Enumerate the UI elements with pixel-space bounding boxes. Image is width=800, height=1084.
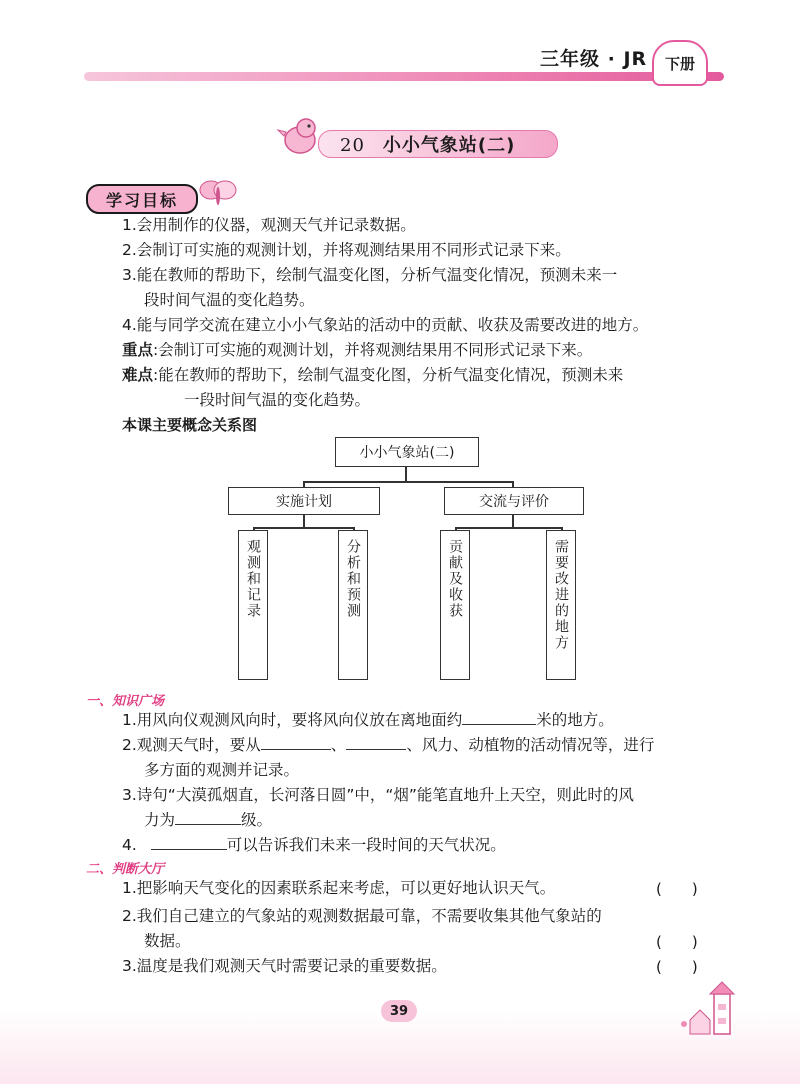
connector bbox=[455, 527, 562, 529]
dragon-mascot-icon bbox=[276, 112, 324, 158]
difficult-text-cont: 一段时间气温的变化趋势。 bbox=[184, 391, 371, 409]
q1-text: 1.用风向仪观测风向时，要将风向仪放在离地面约 bbox=[122, 711, 463, 729]
q4-number: 4. bbox=[122, 836, 137, 854]
goal-3: 3.能在教师的帮助下，绘制气温变化图，分析气温变化情况，预测未来一 bbox=[122, 266, 618, 284]
lighthouse-icon bbox=[680, 980, 750, 1038]
butterfly-icon bbox=[198, 176, 238, 210]
judgment-q2-cont: 数据。 bbox=[144, 932, 191, 950]
concept-branch-left: 实施计划 bbox=[228, 487, 380, 515]
lesson-title-text: 小小气象站(二) bbox=[382, 135, 516, 156]
concept-leaf-2: 分析和预测 bbox=[338, 530, 368, 680]
concept-leaf-1: 观测和记录 bbox=[238, 530, 268, 680]
difficult-text: :能在教师的帮助下，绘制气温变化图，分析气温变化情况，预测未来 bbox=[153, 366, 624, 384]
difficult-point bbox=[122, 363, 623, 387]
header-band bbox=[84, 72, 724, 81]
connector bbox=[253, 527, 354, 529]
knowledge-q2 bbox=[122, 733, 654, 757]
knowledge-q1 bbox=[122, 708, 614, 732]
knowledge-q3: 3.诗句“大漠孤烟直，长河落日圆”中，“烟”能笔直地升上天空，则此时的风 bbox=[122, 786, 634, 804]
section-heading-judgment: 二、判断大厅 bbox=[86, 862, 165, 877]
section-tag-goals: 学习目标 bbox=[86, 184, 198, 214]
volume-badge: 下册 bbox=[652, 40, 708, 86]
q4-text: 可以告诉我们未来一段时间的天气状况。 bbox=[226, 836, 506, 854]
key-text: :会制订可实施的观测计划，并将观测结果用不同形式记录下来。 bbox=[153, 341, 593, 359]
q2-text: 2.观测天气时，要从 bbox=[122, 736, 261, 754]
knowledge-q4 bbox=[122, 833, 506, 857]
knowledge-q3-cont bbox=[144, 808, 272, 832]
concept-leaf-4: 需要改进的地方 bbox=[546, 530, 576, 680]
q3-text: 力为 bbox=[144, 811, 176, 829]
concept-map-heading: 本课主要概念关系图 bbox=[122, 416, 258, 434]
grade-label: 三年级 · JR bbox=[540, 48, 648, 70]
concept-branch-right: 交流与评价 bbox=[444, 487, 584, 515]
lesson-title bbox=[340, 131, 515, 157]
goal-3-cont: 段时间气温的变化趋势。 bbox=[144, 291, 315, 309]
q3-text-end: 级。 bbox=[241, 811, 273, 829]
connector bbox=[512, 515, 514, 527]
concept-leaf-3: 贡献及收获 bbox=[440, 530, 470, 680]
answer-blank[interactable] bbox=[151, 833, 227, 850]
goal-2: 2.会制订可实施的观测计划，并将观测结果用不同形式记录下来。 bbox=[122, 241, 571, 259]
answer-blank[interactable] bbox=[462, 708, 536, 725]
q1-text-end: 米的地方。 bbox=[536, 711, 614, 729]
key-point bbox=[122, 338, 592, 362]
answer-blank[interactable] bbox=[175, 808, 241, 825]
concept-root: 小小气象站(二) bbox=[335, 437, 479, 467]
lesson-number: 20 bbox=[340, 135, 365, 156]
connector bbox=[303, 481, 513, 483]
q2-sep: 、 bbox=[330, 736, 347, 754]
connector bbox=[405, 467, 407, 481]
page-number: 39 bbox=[381, 1000, 417, 1022]
answer-blank[interactable] bbox=[346, 733, 406, 750]
answer-parentheses[interactable]: ( ) bbox=[656, 880, 698, 898]
connector bbox=[303, 515, 305, 527]
difficult-label: 难点 bbox=[122, 366, 154, 384]
answer-parentheses[interactable]: ( ) bbox=[656, 933, 698, 951]
answer-parentheses[interactable]: ( ) bbox=[656, 958, 698, 976]
goal-4: 4.能与同学交流在建立小小气象站的活动中的贡献、收获及需要改进的地方。 bbox=[122, 316, 649, 334]
judgment-q3: 3.温度是我们观测天气时需要记录的重要数据。 bbox=[122, 957, 447, 975]
goal-1: 1.会用制作的仪器，观测天气并记录数据。 bbox=[122, 216, 416, 234]
section-heading-knowledge: 一、知识广场 bbox=[86, 694, 165, 709]
knowledge-q2-cont: 多方面的观测并记录。 bbox=[144, 761, 300, 779]
judgment-q1: 1.把影响天气变化的因素联系起来考虑，可以更好地认识天气。 bbox=[122, 879, 556, 897]
key-label: 重点 bbox=[122, 341, 154, 359]
answer-blank[interactable] bbox=[261, 733, 331, 750]
judgment-q2: 2.我们自己建立的气象站的观测数据最可靠，不需要收集其他气象站的 bbox=[122, 907, 602, 925]
q2-text-end: 、风力、动植物的活动情况等，进行 bbox=[406, 736, 655, 754]
